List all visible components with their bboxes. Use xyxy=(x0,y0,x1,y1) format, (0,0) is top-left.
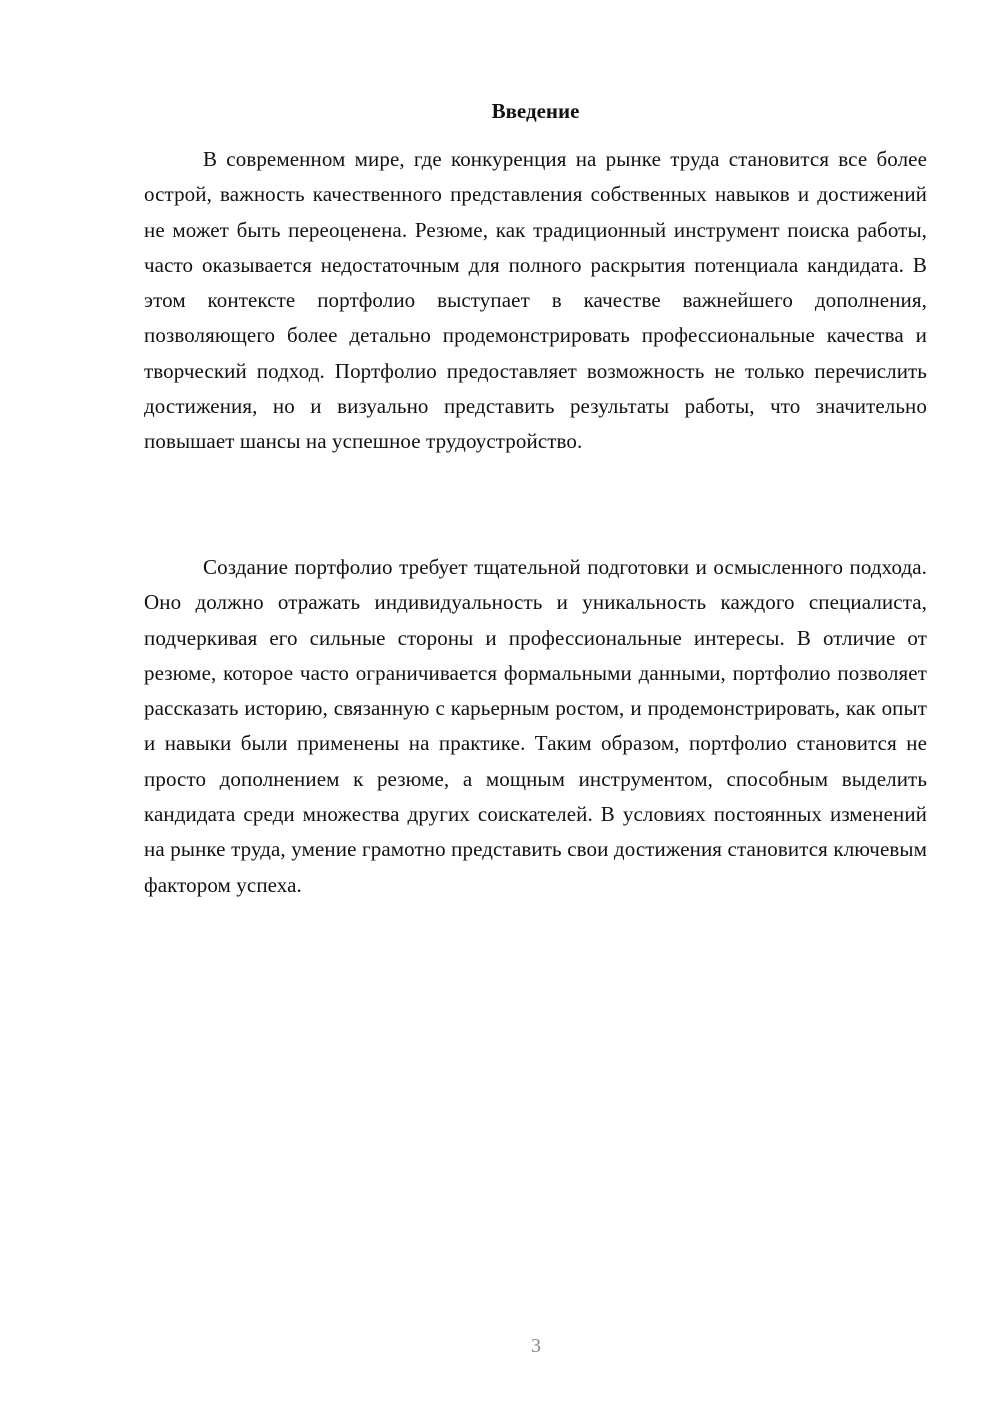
paragraph-1: В современном мире, где конкуренция на рынке труда становится все более острой, важность качественного представления собственных навыков и достижений не может быть переоценена. Резюме, как традиционный инструмент поиска работы, часто оказывается недостаточным для полного раскрытия потенциала кандидата. В этом контексте портфолио выступает в качестве важнейшего дополнения, позволяющего более детально продемонстрировать профессиональные качества и творческий подход. Портфолио предоставляет возможность не только перечислить достижения, но и визуально представить результаты работы, что значительно повышает шансы на успешное трудоустройство. xyxy=(144,147,927,454)
section-heading: Введение xyxy=(491,99,580,123)
paragraph-2: Создание портфолио требует тщательной подготовки и осмысленного подхода. Оно должно отражать индивидуальность и уникальность каждого специалиста, подчеркивая его сильные стороны и профессиональные интересы. В отличие от резюме, которое часто ограничивается формальными данными, портфолио позволяет рассказать историю, связанную с карьерным ростом, и продемонстрировать, как опыт и навыки были применены на практике. Таким образом, портфолио становится не просто дополнением к резюме, а мощным инструментом, способным выделить кандидата среди множества других соискателей. В условиях постоянных изменений на рынке труда, умение грамотно представить свои достижения становится ключевым фактором успеха. xyxy=(144,555,927,897)
page-number: 3 xyxy=(531,1335,541,1357)
